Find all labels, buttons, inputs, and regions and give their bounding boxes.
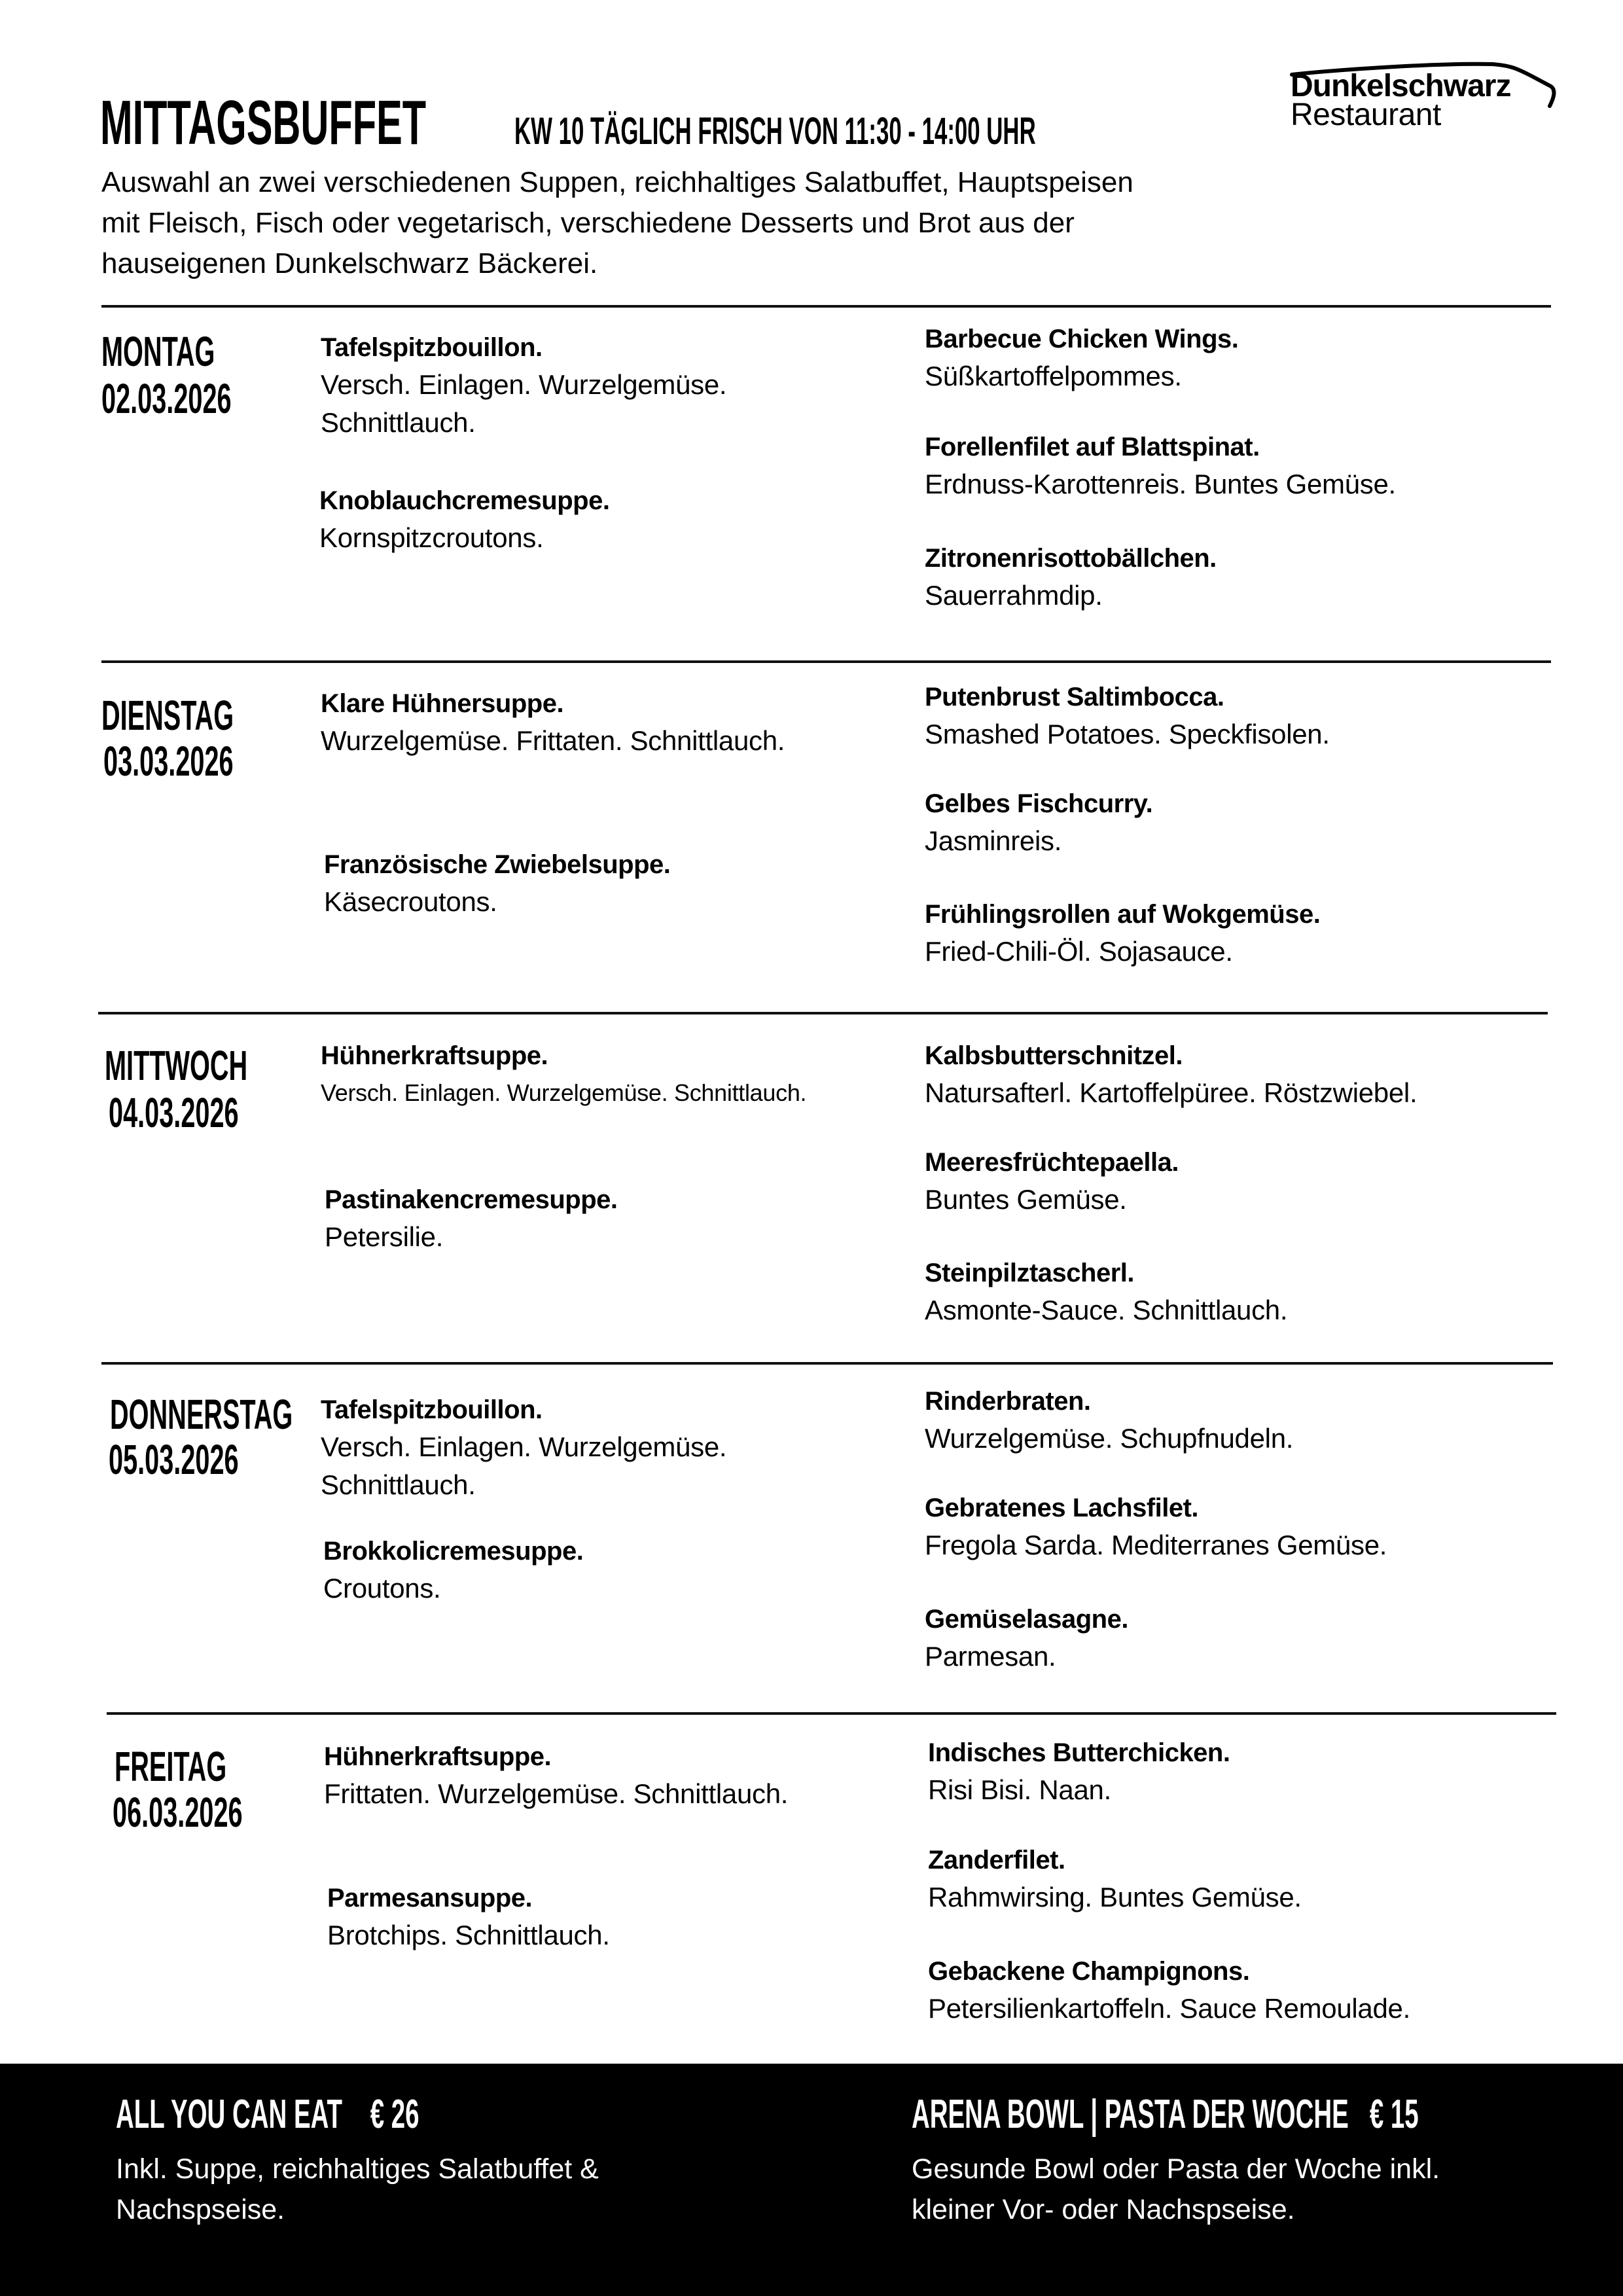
offer-line: Gesunde Bowl oder Pasta der Woche inkl. (912, 2153, 1440, 2185)
main-item (925, 321, 1238, 395)
dish-name: Indisches Butterchicken. (928, 1738, 1230, 1767)
main-item (925, 896, 1320, 971)
dish-desc: Fregola Sarda. Mediterranes Gemüse. (925, 1530, 1387, 1560)
restaurant-logo (1283, 39, 1564, 144)
day-date: 06.03.2026 (113, 1789, 243, 1836)
day-weekday: MONTAG (101, 328, 215, 375)
main-item (925, 1490, 1387, 1564)
dish-desc: Parmesan. (925, 1641, 1056, 1672)
intro-line: Auswahl an zwei verschiedenen Suppen, reichhaltiges Salatbuffet, Hauptspeisen (101, 166, 1133, 198)
offer-line: Nachspseise. (116, 2194, 285, 2225)
main-item (925, 429, 1396, 503)
week-and-hours: KW 10 TÄGLICH FRISCH VON 11:30 - 14:00 UHR (514, 110, 1036, 152)
dish-desc: Sauerrahmdip. (925, 580, 1103, 611)
day-date: 04.03.2026 (109, 1089, 239, 1136)
dish-desc: Buntes Gemüse. (925, 1184, 1127, 1215)
main-item (928, 1842, 1302, 1916)
soup-item (321, 1391, 726, 1504)
dish-desc: Brotchips. Schnittlauch. (327, 1920, 610, 1950)
offers-footer (0, 2064, 1623, 2296)
dish-desc: Rahmwirsing. Buntes Gemüse. (928, 1882, 1302, 1912)
day-weekday: DIENSTAG (101, 692, 234, 739)
dish-name: Hühnerkraftsuppe. (324, 1742, 552, 1771)
main-item (925, 1255, 1287, 1329)
offer-description (116, 2149, 605, 2230)
dish-desc: Frittaten. Wurzelgemüse. Schnittlauch. (324, 1778, 789, 1809)
dish-desc: Fried-Chili-Öl. Sojasauce. (925, 936, 1233, 967)
day-weekday: FREITAG (115, 1743, 227, 1790)
dish-name: Meeresfrüchtepaella. (925, 1148, 1179, 1177)
day-weekday: MITTWOCH (105, 1042, 248, 1089)
dish-desc: Kornspitzcroutons. (319, 522, 544, 553)
dish-name: Tafelspitzbouillon. (321, 1395, 543, 1424)
soup-item (321, 1037, 806, 1112)
main-item (925, 1383, 1293, 1458)
offer-line: Inkl. Suppe, reichhaltiges Salatbuffet & (116, 2153, 599, 2185)
main-item (928, 1734, 1230, 1809)
day-weekday: DONNERSTAG (110, 1391, 293, 1438)
soup-item (319, 482, 609, 557)
dish-name: Zanderfilet. (928, 1846, 1065, 1874)
dish-desc: Jasminreis. (925, 825, 1062, 856)
dish-name: Steinpilztascherl. (925, 1259, 1134, 1287)
dish-name: Klare Hühnersuppe. (321, 689, 564, 718)
soup-item (324, 846, 670, 921)
dish-desc: Croutons. (323, 1573, 441, 1604)
dish-desc: Wurzelgemüse. Schupfnudeln. (925, 1423, 1294, 1454)
offer-title: ALL YOU CAN EAT € 26 (116, 2092, 419, 2137)
dish-desc: Petersilie. (325, 1221, 444, 1252)
offer-title: ARENA BOWL | PASTA DER WOCHE € 15 (912, 2092, 1419, 2137)
dish-desc: Versch. Einlagen. Wurzelgemüse. (321, 369, 727, 400)
dish-desc: Natursafterl. Kartoffelpüree. Röstzwiebel. (925, 1077, 1418, 1108)
divider (101, 1362, 1553, 1365)
divider (107, 1712, 1556, 1715)
dish-desc: Süßkartoffelpommes. (925, 361, 1182, 391)
dish-name: Brokkolicremesuppe. (323, 1537, 584, 1566)
dish-desc: Käsecroutons. (324, 886, 497, 917)
dish-desc: Versch. Einlagen. Wurzelgemüse. Schnittlauch. (321, 1079, 807, 1106)
divider (101, 305, 1551, 308)
day-date: 02.03.2026 (101, 375, 232, 422)
offer-line: kleiner Vor- oder Nachspseise. (912, 2194, 1295, 2225)
day-date: 05.03.2026 (109, 1436, 239, 1483)
logo-subtitle: Restaurant (1291, 98, 1441, 132)
dish-name: Gelbes Fischcurry. (925, 789, 1153, 818)
soup-item (321, 685, 785, 760)
dish-name: Gemüselasagne. (925, 1605, 1128, 1634)
dish-name: Zitronenrisottobällchen. (925, 544, 1217, 573)
dish-desc: Smashed Potatoes. Speckfisolen. (925, 719, 1330, 749)
offer-arena-bowl (912, 2089, 1623, 2230)
intro-line: mit Fleisch, Fisch oder vegetarisch, verschiedene Desserts und Brot aus der (101, 207, 1075, 239)
dish-name: Gebratenes Lachsfilet. (925, 1494, 1199, 1522)
dish-name: Knoblauchcremesuppe. (319, 486, 610, 515)
dish-desc: Risi Bisi. Naan. (928, 1774, 1111, 1805)
divider (101, 660, 1551, 663)
soup-item (325, 1181, 618, 1256)
dish-name: Französische Zwiebelsuppe. (324, 850, 671, 879)
soup-item (321, 329, 726, 442)
dish-name: Hühnerkraftsuppe. (321, 1041, 548, 1070)
dish-desc: Asmonte-Sauce. Schnittlauch. (925, 1295, 1288, 1325)
dish-desc: Versch. Einlagen. Wurzelgemüse. (321, 1431, 727, 1462)
offer-all-you-can-eat (116, 2089, 605, 2230)
dish-name: Tafelspitzbouillon. (321, 333, 543, 362)
dish-name: Putenbrust Saltimbocca. (925, 683, 1224, 711)
main-item (925, 1037, 1417, 1112)
dish-name: Parmesansuppe. (327, 1884, 533, 1912)
main-item (925, 679, 1330, 753)
main-item (925, 1601, 1128, 1676)
divider (98, 1012, 1548, 1014)
main-item (925, 1144, 1179, 1219)
dish-desc: Schnittlauch. (321, 1469, 476, 1500)
dish-desc: Schnittlauch. (321, 407, 476, 438)
day-date: 03.03.2026 (103, 738, 234, 785)
intro-line: hauseigenen Dunkelschwarz Bäckerei. (101, 247, 598, 279)
offer-description (912, 2149, 1623, 2230)
page-title: MITTAGSBUFFET (100, 88, 427, 158)
dish-name: Pastinakencremesuppe. (325, 1185, 618, 1214)
intro-text (101, 162, 1214, 284)
dish-desc: Erdnuss-Karottenreis. Buntes Gemüse. (925, 469, 1396, 499)
dish-name: Forellenfilet auf Blattspinat. (925, 433, 1260, 461)
dish-desc: Wurzelgemüse. Frittaten. Schnittlauch. (321, 725, 785, 756)
dish-name: Frühlingsrollen auf Wokgemüse. (925, 900, 1321, 929)
dish-desc: Petersilienkartoffeln. Sauce Remoulade. (928, 1993, 1410, 2024)
soup-item (323, 1533, 583, 1607)
soup-item (327, 1880, 610, 1954)
dish-name: Kalbsbutterschnitzel. (925, 1041, 1183, 1070)
dish-name: Rinderbraten. (925, 1387, 1091, 1416)
dish-name: Barbecue Chicken Wings. (925, 325, 1239, 353)
main-item (925, 540, 1217, 615)
logo-name: Dunkelschwarz (1291, 69, 1511, 103)
dish-name: Gebackene Champignons. (928, 1957, 1250, 1986)
soup-item (324, 1738, 788, 1813)
main-item (928, 1953, 1410, 2028)
main-item (925, 785, 1152, 860)
